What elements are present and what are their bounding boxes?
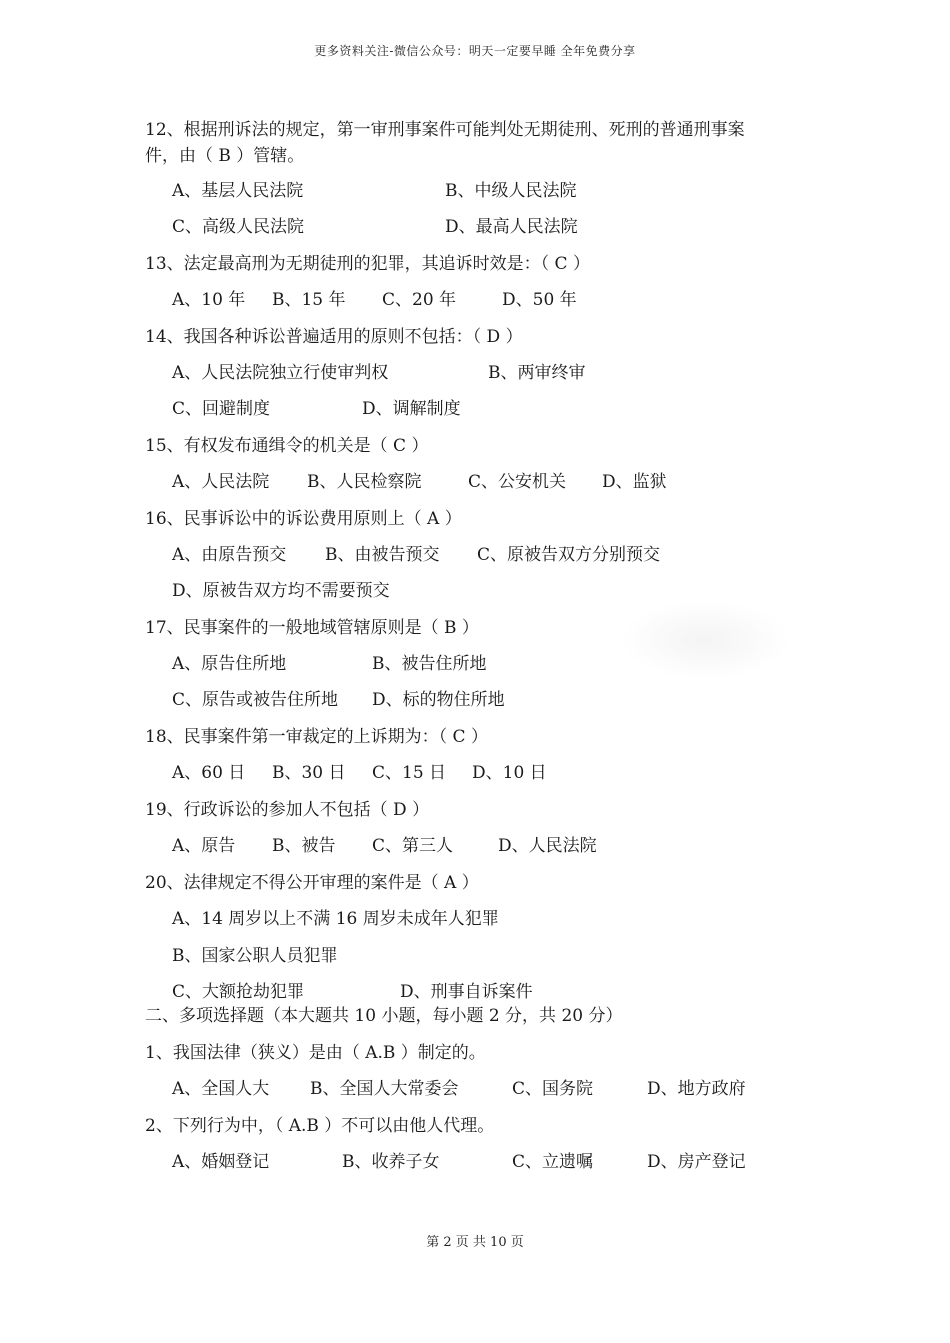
- option-c: C、大额抢劫犯罪: [172, 982, 305, 1002]
- option-b: B、两审终审: [488, 363, 586, 383]
- scan-smudge: [620, 600, 790, 680]
- option-a: A、10 年: [172, 290, 246, 310]
- option-a: A、人民法院: [172, 472, 270, 492]
- option-a: A、原告住所地: [172, 654, 287, 674]
- page-number-footer: 第 2 页 共 10 页: [426, 1235, 524, 1250]
- option-b: B、30 日: [272, 763, 346, 783]
- option-c: C、15 日: [372, 763, 447, 783]
- option-b: B、由被告预交: [325, 545, 440, 565]
- option-d: D、标的物住所地: [372, 690, 505, 710]
- option-a: A、人民法院独立行使审判权: [172, 363, 389, 383]
- option-b: B、被告住所地: [372, 654, 487, 674]
- option-a: A、原告: [172, 836, 236, 856]
- option-d: D、50 年: [502, 290, 577, 310]
- option-b: B、15 年: [272, 290, 346, 310]
- question-14: 14、我国各种诉讼普遍适用的原则不包括：（ D ）: [145, 327, 523, 347]
- question-20: 20、法律规定不得公开审理的案件是（ A ）: [145, 873, 479, 893]
- option-d: D、人民法院: [498, 836, 597, 856]
- section-2-title: 二、多项选择题（本大题共 10 小题，每小题 2 分，共 20 分）: [145, 1006, 623, 1026]
- option-c: C、回避制度: [172, 399, 271, 419]
- option-c: C、公安机关: [468, 472, 567, 492]
- option-c: C、原告或被告住所地: [172, 690, 339, 710]
- option-d: D、监狱: [602, 472, 667, 492]
- option-c: C、立遗嘱: [512, 1152, 594, 1172]
- option-d: D、最高人民法院: [445, 217, 578, 237]
- option-d: D、地方政府: [647, 1079, 746, 1099]
- question-16: 16、民事诉讼中的诉讼费用原则上（ A ）: [145, 509, 462, 529]
- option-b: B、全国人大常委会: [310, 1079, 459, 1099]
- multi-question-2: 2、下列行为中，（ A.B ）不可以由他人代理。: [145, 1116, 495, 1136]
- option-a: A、婚姻登记: [172, 1152, 270, 1172]
- option-c: C、20 年: [382, 290, 457, 310]
- option-b: B、国家公职人员犯罪: [172, 946, 338, 966]
- option-a: A、基层人民法院: [172, 181, 304, 201]
- option-d: D、房产登记: [647, 1152, 746, 1172]
- option-d: D、调解制度: [362, 399, 461, 419]
- option-c: C、原被告双方分别预交: [477, 545, 661, 565]
- option-b: B、人民检察院: [307, 472, 422, 492]
- multi-question-1: 1、我国法律（狭义）是由（ A.B ）制定的。: [145, 1043, 486, 1063]
- option-a: A、全国人大: [172, 1079, 270, 1099]
- option-b: B、被告: [272, 836, 336, 856]
- option-d: D、10 日: [472, 763, 547, 783]
- option-a: A、60 日: [172, 763, 246, 783]
- option-b: B、中级人民法院: [445, 181, 577, 201]
- question-15: 15、有权发布通缉令的机关是（ C ）: [145, 436, 429, 456]
- question-19: 19、行政诉讼的参加人不包括（ D ）: [145, 800, 430, 820]
- question-12-line2: 件，由（ B ）管辖。: [145, 146, 305, 166]
- option-c: C、国务院: [512, 1079, 594, 1099]
- option-a: A、由原告预交: [172, 545, 287, 565]
- option-a: A、14 周岁以上不满 16 周岁未成年人犯罪: [172, 909, 499, 929]
- option-b: B、收养子女: [342, 1152, 440, 1172]
- question-13: 13、法定最高刑为无期徒刑的犯罪，其追诉时效是：（ C ）: [145, 254, 590, 274]
- question-12-line1: 12、根据刑诉法的规定，第一审刑事案件可能判处无期徒刑、死刑的普通刑事案: [145, 120, 745, 140]
- option-c: C、高级人民法院: [172, 217, 305, 237]
- option-c: C、第三人: [372, 836, 454, 856]
- question-18: 18、民事案件第一审裁定的上诉期为：（ C ）: [145, 727, 488, 747]
- page-header-notice: 更多资料关注-微信公众号：明天一定要早睡 全年免费分享: [314, 44, 636, 58]
- question-17: 17、民事案件的一般地域管辖原则是（ B ）: [145, 618, 479, 638]
- option-d: D、刑事自诉案件: [400, 982, 533, 1002]
- option-d: D、原被告双方均不需要预交: [172, 581, 390, 601]
